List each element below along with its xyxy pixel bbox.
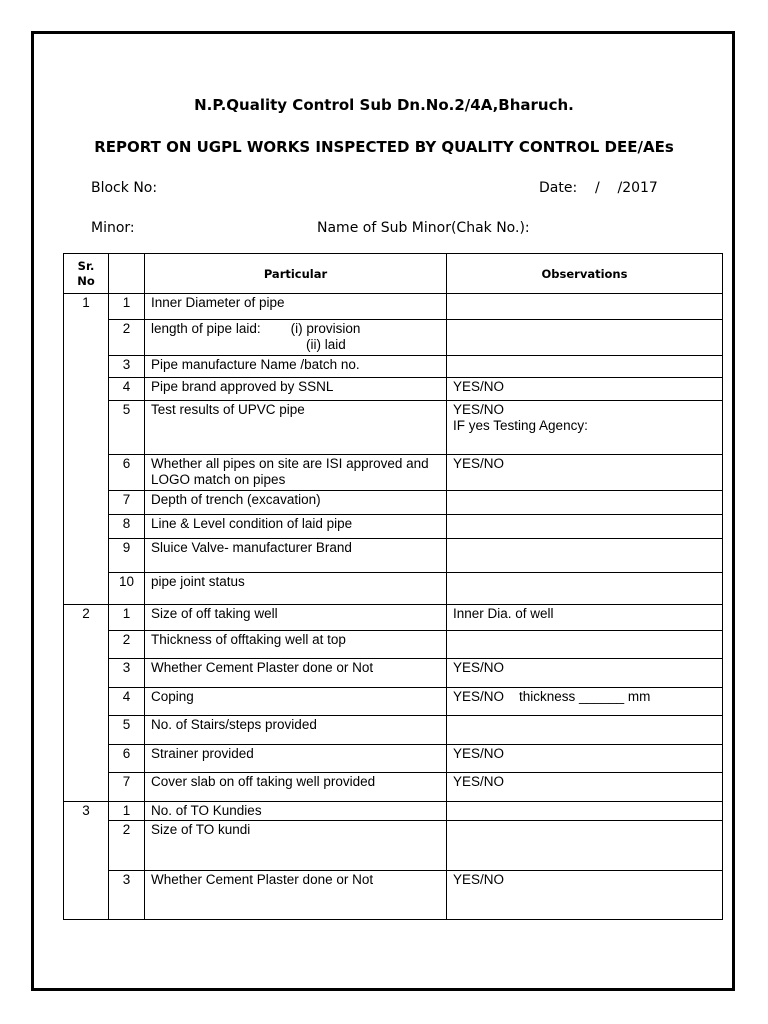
section-number <box>64 491 109 515</box>
section-number <box>64 539 109 573</box>
section-number: 3 <box>64 802 109 821</box>
section-number <box>64 773 109 802</box>
section-number <box>64 659 109 688</box>
particular-text: Whether Cement Plaster done or Not <box>151 660 374 675</box>
section-number <box>64 573 109 605</box>
item-number: 3 <box>109 871 145 920</box>
observation-text: YES/NO <box>453 379 505 394</box>
table-row <box>64 821 723 871</box>
col-particular: Particular <box>145 254 447 294</box>
particular-cell <box>145 294 447 320</box>
col-item-no <box>109 254 145 294</box>
particular-subtext: (ii) laid <box>306 337 346 352</box>
table-row <box>64 515 723 539</box>
particular-text: Strainer provided <box>151 746 254 761</box>
item-number: 3 <box>109 659 145 688</box>
section-number <box>64 515 109 539</box>
section-number <box>64 745 109 773</box>
section-number <box>64 688 109 716</box>
table-row <box>64 605 723 631</box>
observation-cell <box>447 688 723 716</box>
observation-cell <box>447 455 723 491</box>
particular-text: No. of TO Kundies <box>151 803 262 818</box>
sub-minor-label: Name of Sub Minor(Chak No.): <box>317 220 530 236</box>
observation-text: YES/NO <box>453 774 505 789</box>
section-number <box>64 716 109 745</box>
section-number <box>64 821 109 871</box>
section-number: 2 <box>64 605 109 631</box>
table-row <box>64 745 723 773</box>
item-number: 8 <box>109 515 145 539</box>
particular-text: Size of off taking well <box>151 606 278 621</box>
particular-text: Cover slab on off taking well provided <box>151 774 376 789</box>
particular-text: Thickness of offtaking well at top <box>151 632 346 647</box>
observation-subtext: IF yes Testing Agency: <box>453 418 588 433</box>
observation-cell <box>447 605 723 631</box>
particular-cell <box>145 871 447 920</box>
observation-cell <box>447 515 723 539</box>
item-number: 1 <box>109 802 145 821</box>
item-number: 9 <box>109 539 145 573</box>
observation-text: YES/NO <box>453 746 505 761</box>
col-observations: Observations <box>447 254 723 294</box>
observation-cell <box>447 871 723 920</box>
particular-text: pipe joint status <box>151 574 245 589</box>
observation-text: YES/NO thickness ______ mm <box>453 689 651 704</box>
col-sr-no: Sr. No <box>64 254 109 294</box>
item-number: 5 <box>109 401 145 455</box>
observation-cell <box>447 573 723 605</box>
particular-text: Coping <box>151 689 194 704</box>
observation-cell <box>447 745 723 773</box>
item-number: 5 <box>109 716 145 745</box>
observation-text: Inner Dia. of well <box>453 606 554 621</box>
office-heading: N.P.Quality Control Sub Dn.No.2/4A,Bharuch. <box>194 96 574 114</box>
particular-cell <box>145 356 447 378</box>
table-row <box>64 659 723 688</box>
block-no-label: Block No: <box>91 180 158 196</box>
particular-cell <box>145 320 447 356</box>
observation-cell <box>447 539 723 573</box>
particular-text: Sluice Valve- manufacturer Brand <box>151 540 352 555</box>
particular-text: Test results of UPVC pipe <box>151 402 305 417</box>
table-row <box>64 688 723 716</box>
table-row <box>64 539 723 573</box>
item-number: 6 <box>109 455 145 491</box>
observation-cell <box>447 773 723 802</box>
table-row <box>64 320 723 356</box>
observation-cell <box>447 802 723 821</box>
observation-text: YES/NO <box>453 402 505 417</box>
minor-label: Minor: <box>91 220 135 236</box>
item-number: 6 <box>109 745 145 773</box>
section-number <box>64 320 109 356</box>
item-number: 7 <box>109 773 145 802</box>
particular-cell <box>145 716 447 745</box>
particular-cell <box>145 821 447 871</box>
particular-cell <box>145 515 447 539</box>
particular-text: Line & Level condition of laid pipe <box>151 516 353 531</box>
particular-cell <box>145 631 447 659</box>
table-row <box>64 378 723 401</box>
observation-cell <box>447 356 723 378</box>
particular-cell <box>145 378 447 401</box>
particular-cell <box>145 491 447 515</box>
item-number: 2 <box>109 631 145 659</box>
particular-text: Pipe manufacture Name /batch no. <box>151 357 360 372</box>
table-row <box>64 773 723 802</box>
particular-text: length of pipe laid: (i) provision <box>151 321 361 336</box>
table-header-row <box>64 254 723 294</box>
observation-cell <box>447 821 723 871</box>
observation-text: YES/NO <box>453 872 505 887</box>
particular-cell <box>145 688 447 716</box>
date-label: Date: / /2017 <box>539 180 658 196</box>
table-row <box>64 631 723 659</box>
item-number: 1 <box>109 605 145 631</box>
particular-cell <box>145 573 447 605</box>
item-number: 2 <box>109 821 145 871</box>
item-number: 10 <box>109 573 145 605</box>
observation-cell <box>447 294 723 320</box>
observation-cell <box>447 320 723 356</box>
table-row <box>64 802 723 821</box>
particular-cell <box>145 539 447 573</box>
observation-cell <box>447 716 723 745</box>
particular-cell <box>145 745 447 773</box>
observation-text: YES/NO <box>453 660 505 675</box>
item-number: 7 <box>109 491 145 515</box>
particular-cell <box>145 455 447 491</box>
particular-cell <box>145 773 447 802</box>
item-number: 2 <box>109 320 145 356</box>
section-number <box>64 455 109 491</box>
particular-text: Whether Cement Plaster done or Not <box>151 872 374 887</box>
section-number <box>64 356 109 378</box>
particular-cell <box>145 802 447 821</box>
table-row <box>64 871 723 920</box>
item-number: 4 <box>109 688 145 716</box>
particular-cell <box>145 401 447 455</box>
table-row <box>64 294 723 320</box>
inspection-table <box>63 253 723 920</box>
table-row <box>64 716 723 745</box>
section-number: 1 <box>64 294 109 320</box>
report-title: REPORT ON UGPL WORKS INSPECTED BY QUALITY CONTROL DEE/AEs <box>94 138 674 156</box>
observation-cell <box>447 378 723 401</box>
section-number <box>64 378 109 401</box>
observation-cell <box>447 659 723 688</box>
particular-text: Depth of trench (excavation) <box>151 492 321 507</box>
item-number: 3 <box>109 356 145 378</box>
section-number <box>64 401 109 455</box>
observation-cell <box>447 491 723 515</box>
particular-cell <box>145 659 447 688</box>
particular-text: Pipe brand approved by SSNL <box>151 379 334 394</box>
particular-text: Size of TO kundi <box>151 822 251 837</box>
item-number: 1 <box>109 294 145 320</box>
particular-text: No. of Stairs/steps provided <box>151 717 317 732</box>
particular-text: Whether all pipes on site are ISI approved and LOGO match on pipes <box>151 456 433 487</box>
item-number: 4 <box>109 378 145 401</box>
observation-cell <box>447 401 723 455</box>
table-row <box>64 401 723 455</box>
table-row <box>64 356 723 378</box>
particular-text: Inner Diameter of pipe <box>151 295 285 310</box>
observation-text: YES/NO <box>453 456 505 471</box>
observation-cell <box>447 631 723 659</box>
particular-cell <box>145 605 447 631</box>
table-row <box>64 573 723 605</box>
table-row <box>64 455 723 491</box>
section-number <box>64 631 109 659</box>
section-number <box>64 871 109 920</box>
table-row <box>64 491 723 515</box>
